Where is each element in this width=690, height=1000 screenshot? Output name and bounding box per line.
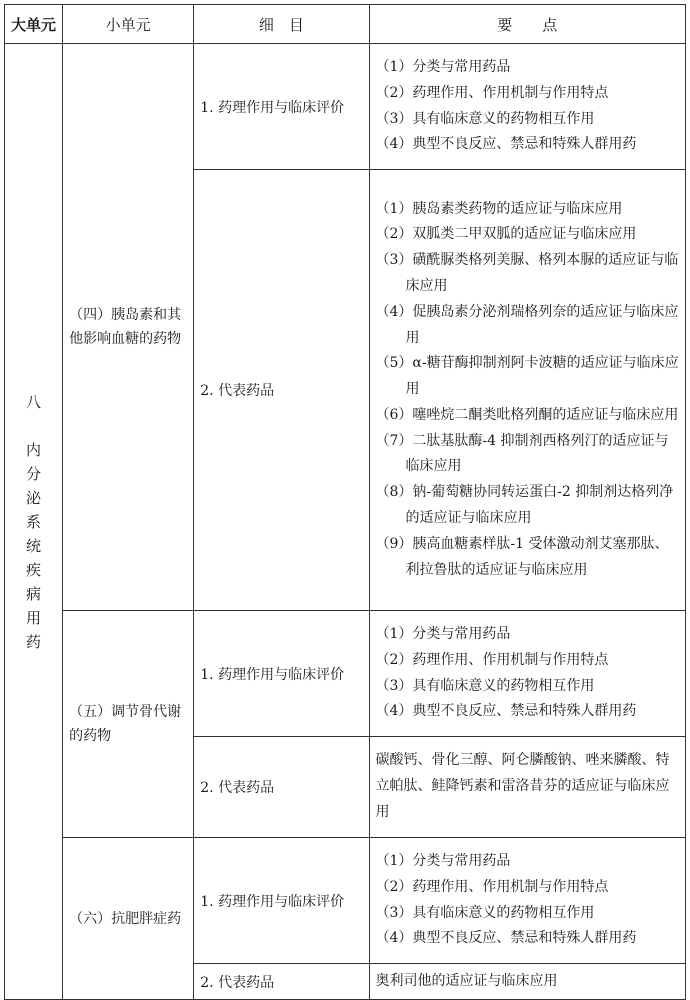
- point-item: （7）二肽基肽酶-4 抑制剂西格列汀的适应证与临床应用: [375, 432, 669, 475]
- header-row: [5, 5, 686, 44]
- major-unit-title: 内分泌系统疾病用药: [26, 440, 42, 651]
- detail-label: 2. 代表药品: [194, 964, 369, 1000]
- point-item: （4）典型不良反应、禁忌和特殊人群用药: [375, 703, 637, 720]
- detail-label: 2. 代表药品: [194, 737, 369, 838]
- point-item: （3）具有临床意义的药物相互作用: [375, 904, 595, 921]
- point-item: （6）噻唑烷二酮类吡格列酮的适应证与临床应用: [375, 406, 679, 423]
- syllabus-table: [4, 4, 686, 1000]
- detail-label: 2. 代表药品: [194, 170, 369, 611]
- point-item: （3）具有临床意义的药物相互作用: [375, 110, 595, 127]
- point-item: （4）促胰岛素分泌剂瑞格列奈的适应证与临床应用: [375, 303, 679, 346]
- point-item: （2）药理作用、作用机制与作用特点: [375, 651, 609, 668]
- point-item: （2）双胍类二甲双胍的适应证与临床应用: [375, 226, 637, 243]
- header-key-points: 要 点: [369, 5, 685, 44]
- point-item: （3）具有临床意义的药物相互作用: [375, 677, 595, 694]
- minor-unit-4: （四）胰岛素和其他影响血糖的药物: [63, 44, 194, 611]
- point-item: （1）分类与常用药品: [375, 852, 511, 869]
- header-minor-unit: 小单元: [63, 5, 194, 44]
- key-points-cell: [369, 737, 685, 838]
- point-text: 碳酸钙、骨化三醇、阿仑膦酸钠、唑来膦酸、特立帕肽、鲑降钙素和雷洛昔芬的适应证与临床应用: [375, 752, 670, 820]
- minor-unit-6: （六）抗肥胖症药: [63, 838, 194, 1000]
- point-item: （8）钠-葡萄糖协同转运蛋白-2 抑制剂达格列净的适应证与临床应用: [375, 484, 674, 527]
- point-item: （4）典型不良反应、禁忌和特殊人群用药: [375, 930, 637, 947]
- table-row: [5, 44, 686, 170]
- minor-unit-5: （五）调节骨代谢的药物: [63, 611, 194, 838]
- point-item: （2）药理作用、作用机制与作用特点: [375, 84, 609, 101]
- detail-label: 1. 药理作用与临床评价: [194, 838, 369, 964]
- point-item: （3）磺酰脲类格列美脲、格列本脲的适应证与临床应用: [375, 252, 679, 294]
- point-text: 奥利司他的适应证与临床应用: [375, 972, 558, 989]
- header-detail: 细 目: [194, 5, 369, 44]
- detail-label: 1. 药理作用与临床评价: [194, 44, 369, 170]
- major-unit-cell: [5, 44, 63, 1000]
- point-item: （1）胰岛素类药物的适应证与临床应用: [375, 200, 623, 217]
- table-row: [5, 838, 686, 964]
- key-points-cell: [369, 44, 685, 170]
- point-item: （4）典型不良反应、禁忌和特殊人群用药: [375, 136, 637, 153]
- point-item: （1）分类与常用药品: [375, 625, 511, 642]
- header-major-unit: 大单元: [5, 5, 63, 44]
- key-points-cell: [369, 611, 685, 737]
- point-item: （1）分类与常用药品: [375, 58, 511, 75]
- detail-label: 1. 药理作用与临床评价: [194, 611, 369, 737]
- point-item: （9）胰高血糖素样肽-1 受体激动剂艾塞那肽、利拉鲁肽的适应证与临床应用: [375, 535, 669, 578]
- key-points-cell: [369, 170, 685, 611]
- table-row: [5, 611, 686, 737]
- key-points-cell: [369, 964, 685, 1000]
- point-item: （2）药理作用、作用机制与作用特点: [375, 878, 609, 895]
- point-item: （5）α-糖苷酶抑制剂阿卡波糖的适应证与临床应用: [375, 355, 679, 398]
- key-points-cell: [369, 838, 685, 964]
- major-unit-number: 八: [26, 392, 42, 411]
